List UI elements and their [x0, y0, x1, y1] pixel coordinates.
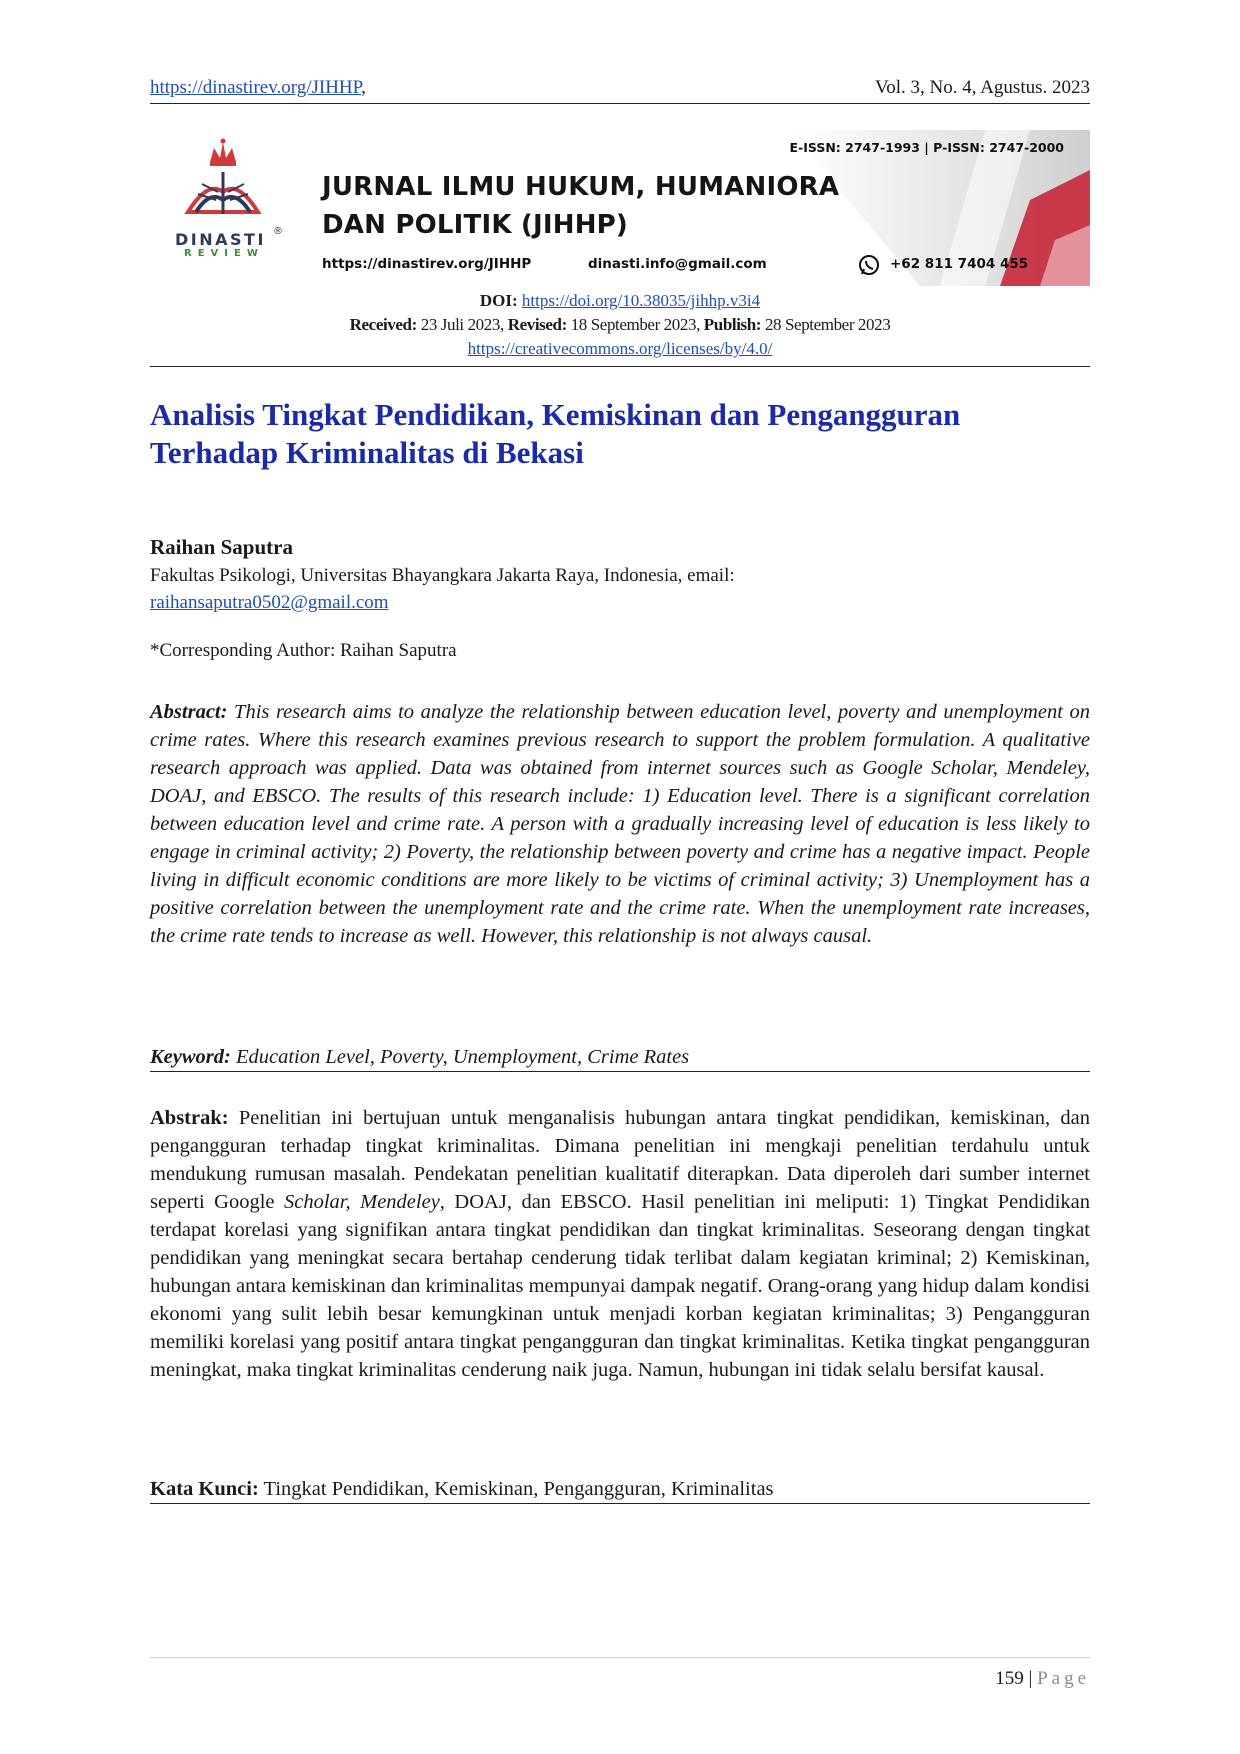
logo-sub-text: REVIEW [184, 248, 264, 259]
page-separator: | [1028, 1668, 1033, 1689]
abstract-text: This research aims to analyze the relationship between education level, poverty and unemployment on crime rates. Where this research examines previous research to support the problem formulation. A qualitative research approach was applied. Data was obtained from internet sources such as Google Scholar, Mendeley, DOAJ, and EBSCO. The results of this research include: 1) Education level. There is a significant correlation between education level and crime rate. A person with a gradually increasing level of education is less likely to engage in criminal activity; 2) Poverty, the relationship between poverty and crime has a negative impact. People living in difficult economic conditions are more likely to be victims of criminal activity; 3) Unemployment has a positive correlation between the unemployment rate and the crime rate. When the unemployment rate increases, the crime rate tends to increase as well. However, this relationship is not always causal. [150, 701, 1090, 947]
abstract-english [150, 698, 1090, 950]
banner-website: https://dinastirev.org/JIHHP [322, 256, 532, 272]
revised-label: Revised: [507, 315, 567, 334]
title-line2: Terhadap Kriminalitas di Bekasi [150, 435, 584, 470]
dinasti-crown-logo-icon [168, 132, 278, 232]
banner-phone: +62 811 7404 455 [890, 256, 1029, 272]
author-name: Raihan Saputra [150, 535, 293, 559]
publish-date: 28 September 2023 [764, 315, 891, 334]
received-date: 23 Juli 2023, [420, 315, 504, 334]
affiliation-text: Fakultas Psikologi, Universitas Bhayangkara Jakarta Raya, Indonesia, email: [150, 565, 735, 586]
kata-kunci-label: Kata Kunci: [150, 1478, 259, 1500]
whatsapp-icon [858, 254, 880, 276]
volume-issue-label: Vol. 3, No. 4, Agustus. 2023 [874, 77, 1090, 98]
logo-brand-text: DINASTI [175, 230, 266, 249]
footer-rule [150, 1657, 1090, 1658]
abstrak-text-italic: Scholar, Mendeley [284, 1191, 440, 1213]
keywords-text: Education Level, Poverty, Unemployment, Crime Rates [235, 1046, 690, 1068]
running-header-url[interactable] [150, 77, 366, 99]
journal-banner [150, 130, 1090, 286]
keywords-line [150, 1046, 1090, 1072]
dates-line [150, 315, 1090, 335]
license-link[interactable]: https://creativecommons.org/licenses/by/4.0/ [467, 339, 773, 358]
kata-kunci-line [150, 1478, 1090, 1504]
received-label: Received: [349, 315, 417, 334]
author-email-link[interactable]: raihansaputra0502@gmail.com [150, 592, 389, 613]
page-number: 159 [995, 1668, 1024, 1689]
meta-rule [150, 366, 1090, 367]
doi-line [150, 291, 1090, 311]
issn-label: E-ISSN: 2747-1993 | P-ISSN: 2747-2000 [789, 140, 1064, 155]
article-title [150, 396, 1090, 472]
kata-kunci-text: Tingkat Pendidikan, Kemiskinan, Pengangguran, Kriminalitas [263, 1478, 774, 1500]
abstrak-text-part2: , DOAJ, dan EBSCO. Hasil penelitian ini meliputi: 1) Tingkat Pendidikan terdapat korelasi yang signifikan antara tingkat pendidikan dan tingkat kriminalitas. Seseorang dengan tingkat pendidikan yang meningkat secara bertahap cenderung tidak terlibat dalam kegiatan kriminal; 2) Kemiskinan, hubungan antara kemiskinan dan kriminalitas mempunyai dampak negatif. Orang-orang yang hidup dalam kondisi ekonomi yang sulit lebih besar kemungkinan untuk menjadi korban kegiatan kriminalitas; 3) Pengangguran memiliki korelasi yang positif antara tingkat pengangguran dan tingkat kriminalitas. Ketika tingkat pengangguran meningkat, maka tingkat kriminalitas cenderung naik juga. Namun, hubungan ini tidak selalu bersifat kausal. [150, 1191, 1090, 1381]
license-line [150, 339, 1090, 359]
author-affiliation [150, 562, 1090, 616]
journal-name-line2: DAN POLITIK (JIHHP) [322, 210, 629, 240]
doi-label: DOI: [479, 291, 518, 310]
doi-link[interactable]: https://doi.org/10.38035/jihhp.v3i4 [521, 291, 761, 310]
abstrak-label: Abstrak: [150, 1107, 229, 1129]
banner-email: dinasti.info@gmail.com [588, 256, 767, 272]
abstract-indonesian [150, 1104, 1090, 1384]
publish-label: Publish: [703, 315, 762, 334]
journal-url-link[interactable]: https://dinastirev.org/JIHHP [150, 77, 362, 98]
revised-date: 18 September 2023, [570, 315, 700, 334]
page-word: Page [1037, 1668, 1090, 1689]
title-line1: Analisis Tingkat Pendidikan, Kemiskinan dan Pengangguran [150, 397, 961, 432]
page-footer [995, 1668, 1090, 1690]
corresponding-author: *Corresponding Author: Raihan Saputra [150, 640, 457, 661]
journal-name-line1: JURNAL ILMU HUKUM, HUMANIORA [322, 172, 840, 202]
header-rule [150, 103, 1090, 104]
url-comma: , [361, 77, 366, 98]
registered-mark: ® [273, 226, 283, 237]
abstrak-text-part1: Penelitian ini bertujuan untuk menganalisis hubungan antara tingkat pendidikan, kemiskinan, dan pengangguran terhadap tingkat kriminalitas. Dimana penelitian ini mengkaji penelitian terdahulu untuk mendukung rumusan masalah. Pendekatan penelitian kualitatif diterapkan. Data diperoleh dari sumber internet seperti Google [150, 1107, 1091, 1213]
keywords-label: Keyword: [150, 1046, 231, 1068]
abstract-label: Abstract: [150, 701, 228, 723]
